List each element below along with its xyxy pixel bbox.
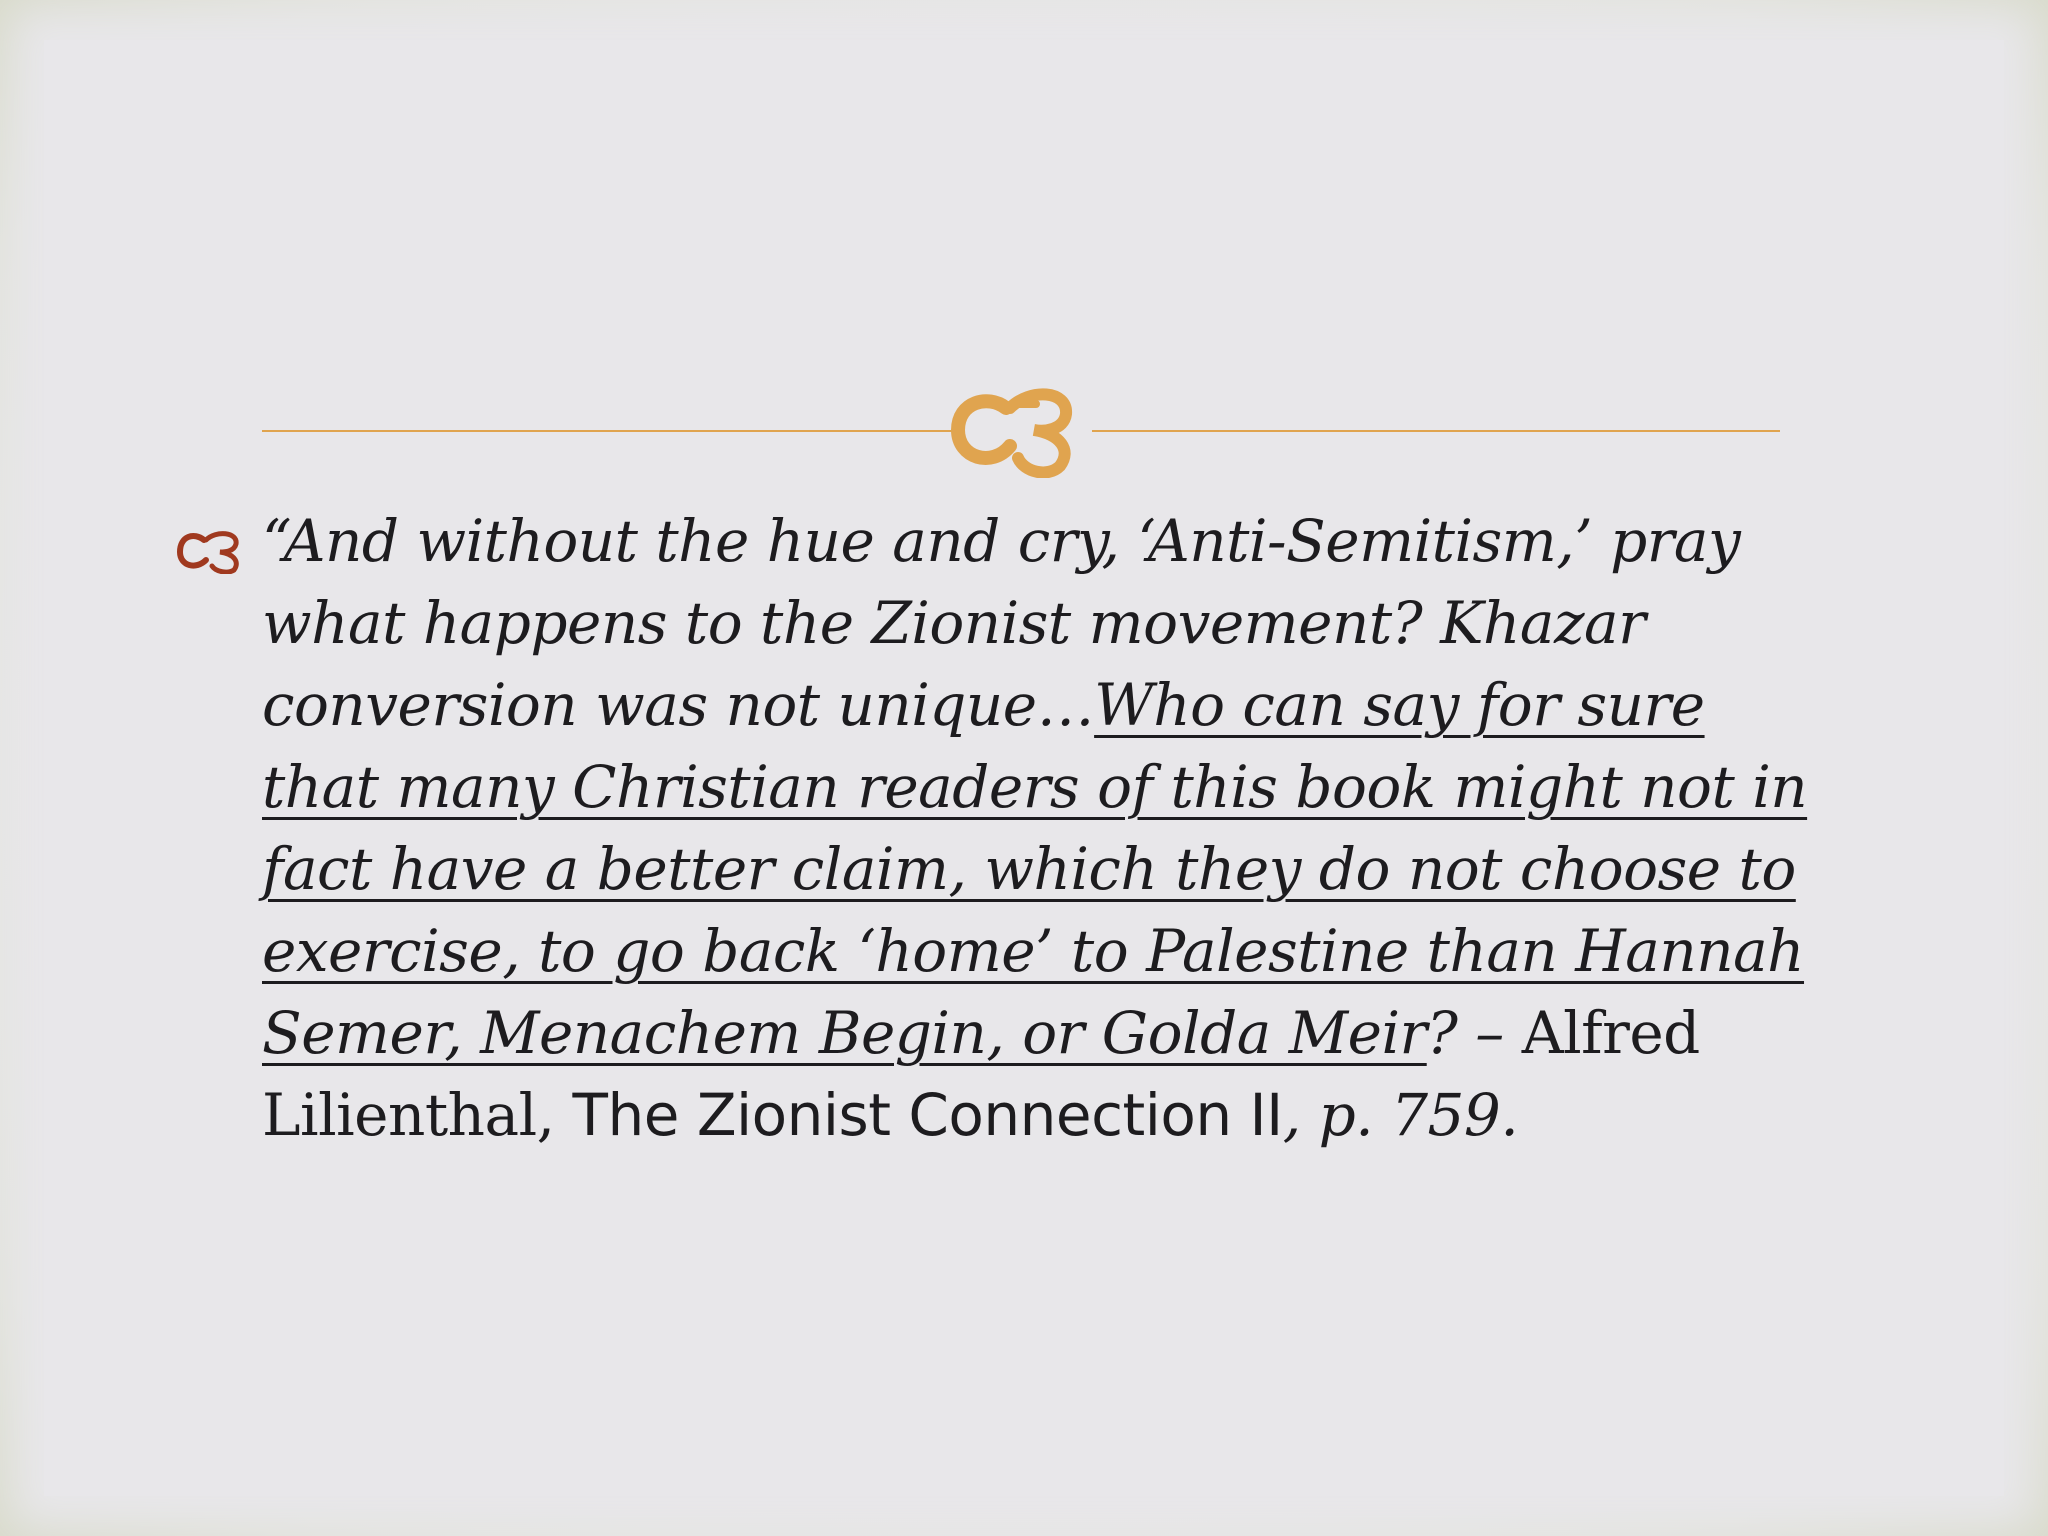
divider-line-left <box>262 430 952 432</box>
quote-intro-text: “And without the hue and cry, ‘Anti-Semitism,’ pray what happens to the Zionist movement? Khazar conversion was not unique… <box>262 507 1741 739</box>
book-title: The Zionist Connection II <box>572 1081 1283 1149</box>
quote-author: Alfred Lilienthal, <box>262 999 1700 1149</box>
quote-paragraph <box>262 500 1822 1156</box>
quote-dash-text: ? – <box>1426 999 1504 1067</box>
curl-ornament-icon <box>948 378 1098 478</box>
divider-line-right <box>1092 430 1780 432</box>
page-reference: , p. 759. <box>1282 1081 1519 1149</box>
curl-bullet-icon <box>176 528 244 574</box>
quote-underlined-text: Who can say for sure that many Christian readers of this book might not in fact have a better claim, which they do not choose to exercise, to go back ‘home’ to Palestine than Hannah Semer, Menachem Begin, or Golda Meir <box>262 671 1808 1067</box>
